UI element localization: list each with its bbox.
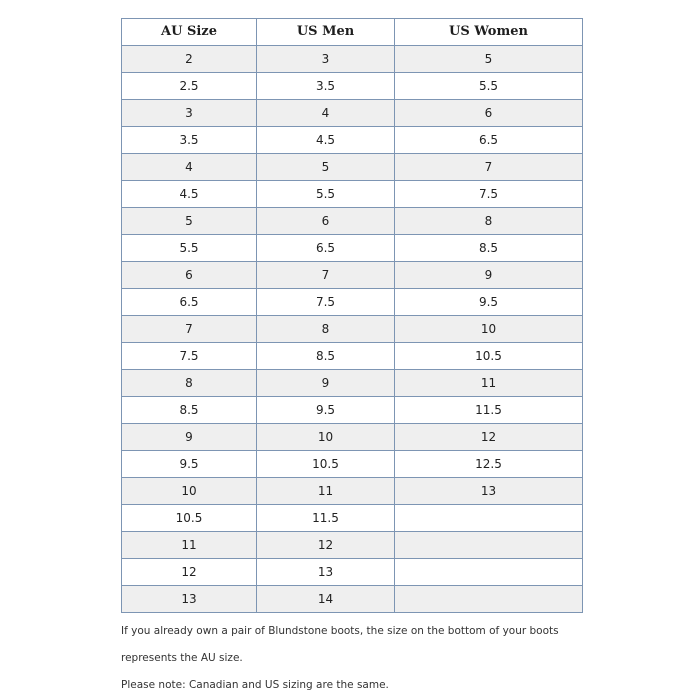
- us-women-cell: 10.5: [395, 343, 583, 370]
- us-men-cell: 3: [257, 46, 395, 73]
- header-au-size: AU Size: [122, 19, 257, 46]
- header-row: [122, 19, 583, 46]
- header-us-women: US Women: [395, 19, 583, 46]
- table-row: [122, 424, 583, 451]
- us-women-cell: 7.5: [395, 181, 583, 208]
- us-women-cell: 11: [395, 370, 583, 397]
- us-women-cell: 12.5: [395, 451, 583, 478]
- us-men-cell: 9.5: [257, 397, 395, 424]
- au-size-cell: 5: [122, 208, 257, 235]
- au-size-cell: 7: [122, 316, 257, 343]
- table-row: [122, 289, 583, 316]
- table-row: [122, 208, 583, 235]
- us-men-cell: 9: [257, 370, 395, 397]
- table-row: [122, 127, 583, 154]
- au-size-cell: 2: [122, 46, 257, 73]
- us-men-cell: 5.5: [257, 181, 395, 208]
- table-header: [122, 19, 583, 46]
- au-size-cell: 3.5: [122, 127, 257, 154]
- us-women-cell: 10: [395, 316, 583, 343]
- us-women-cell: 5.5: [395, 73, 583, 100]
- us-women-cell: 5: [395, 46, 583, 73]
- au-size-cell: 4.5: [122, 181, 257, 208]
- us-men-cell: 7.5: [257, 289, 395, 316]
- au-size-cell: 13: [122, 586, 257, 613]
- us-women-cell: 11.5: [395, 397, 583, 424]
- table-row: [122, 100, 583, 127]
- size-notes: [121, 618, 591, 699]
- au-size-cell: 9.5: [122, 451, 257, 478]
- table-row: [122, 154, 583, 181]
- us-men-cell: 10: [257, 424, 395, 451]
- us-men-cell: 5: [257, 154, 395, 181]
- au-size-cell: 8.5: [122, 397, 257, 424]
- au-size-cell: 6.5: [122, 289, 257, 316]
- us-women-cell: 8.5: [395, 235, 583, 262]
- us-women-cell: [395, 532, 583, 559]
- us-women-cell: 6.5: [395, 127, 583, 154]
- us-men-cell: 3.5: [257, 73, 395, 100]
- us-men-cell: 4.5: [257, 127, 395, 154]
- us-men-cell: 11: [257, 478, 395, 505]
- table-row: [122, 478, 583, 505]
- au-size-cell: 2.5: [122, 73, 257, 100]
- note-line-1: If you already own a pair of Blundstone boots, the size on the bottom of your boots: [121, 625, 559, 637]
- au-size-cell: 9: [122, 424, 257, 451]
- table-row: [122, 46, 583, 73]
- table-row: [122, 505, 583, 532]
- table-row: [122, 181, 583, 208]
- au-size-cell: 5.5: [122, 235, 257, 262]
- table-row: [122, 370, 583, 397]
- us-women-cell: 8: [395, 208, 583, 235]
- au-size-cell: 3: [122, 100, 257, 127]
- us-women-cell: 9.5: [395, 289, 583, 316]
- us-men-cell: 6: [257, 208, 395, 235]
- us-men-cell: 14: [257, 586, 395, 613]
- au-size-cell: 12: [122, 559, 257, 586]
- table-row: [122, 532, 583, 559]
- us-women-cell: 9: [395, 262, 583, 289]
- table-row: [122, 586, 583, 613]
- note-line-3: Please note: Canadian and US sizing are the same.: [121, 679, 389, 691]
- table-row: [122, 262, 583, 289]
- table-row: [122, 397, 583, 424]
- us-men-cell: 7: [257, 262, 395, 289]
- table-row: [122, 343, 583, 370]
- size-chart-table: [121, 18, 583, 613]
- note-line-2: represents the AU size.: [121, 652, 243, 664]
- au-size-cell: 10.5: [122, 505, 257, 532]
- us-men-cell: 10.5: [257, 451, 395, 478]
- header-us-men: US Men: [257, 19, 395, 46]
- us-men-cell: 6.5: [257, 235, 395, 262]
- us-women-cell: 7: [395, 154, 583, 181]
- table-row: [122, 235, 583, 262]
- au-size-cell: 4: [122, 154, 257, 181]
- table-body: [122, 46, 583, 613]
- table-row: [122, 73, 583, 100]
- au-size-cell: 6: [122, 262, 257, 289]
- table-row: [122, 316, 583, 343]
- us-women-cell: 12: [395, 424, 583, 451]
- us-women-cell: [395, 505, 583, 532]
- us-women-cell: 6: [395, 100, 583, 127]
- au-size-cell: 11: [122, 532, 257, 559]
- us-women-cell: 13: [395, 478, 583, 505]
- table-row: [122, 451, 583, 478]
- us-men-cell: 8.5: [257, 343, 395, 370]
- us-men-cell: 12: [257, 532, 395, 559]
- au-size-cell: 7.5: [122, 343, 257, 370]
- us-men-cell: 8: [257, 316, 395, 343]
- us-men-cell: 11.5: [257, 505, 395, 532]
- table-row: [122, 559, 583, 586]
- us-women-cell: [395, 586, 583, 613]
- us-women-cell: [395, 559, 583, 586]
- au-size-cell: 10: [122, 478, 257, 505]
- au-size-cell: 8: [122, 370, 257, 397]
- us-men-cell: 4: [257, 100, 395, 127]
- us-men-cell: 13: [257, 559, 395, 586]
